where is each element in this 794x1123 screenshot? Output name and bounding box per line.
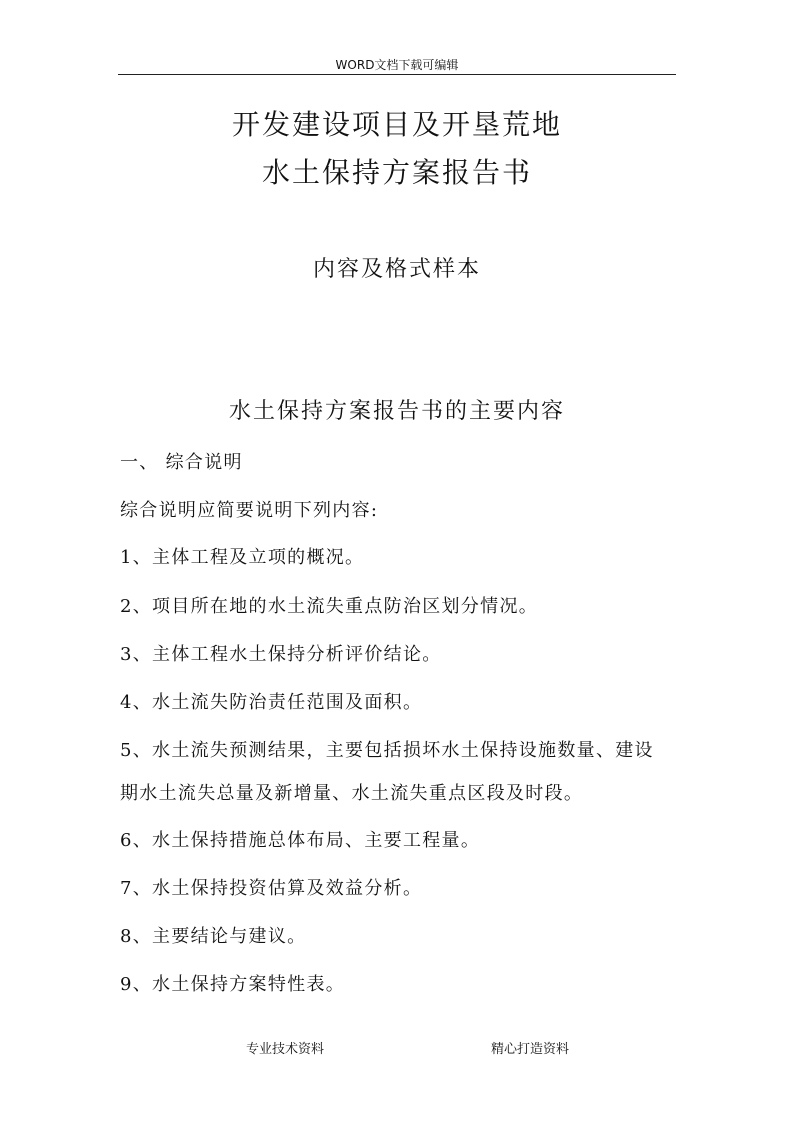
header-text: WORD文档下载可编辑 (335, 58, 459, 72)
list-item-5: 5、水土流失预测结果，主要包括损坏水土保持设施数量、建设 (120, 740, 654, 761)
document-subtitle: 内容及格式样本 (312, 257, 481, 282)
list-item-3: 3、主体工程水土保持分析评价结论。 (120, 644, 442, 665)
list-item-4: 4、水土流失防治责任范围及面积。 (120, 692, 423, 713)
intro-paragraph: 综合说明应简要说明下列内容: (120, 500, 379, 521)
list-item-8: 8、主要结论与建议。 (120, 926, 307, 947)
document-title-line-1: 开发建设项目及开垦荒地 (231, 108, 562, 141)
list-item-5-continuation: 期水土流失总量及新增量、水土流失重点区段及时段。 (120, 783, 584, 804)
section-heading: 水土保持方案报告书的主要内容 (228, 399, 565, 424)
header-divider (118, 74, 676, 75)
document-title-line-2: 水土保持方案报告书 (261, 156, 532, 189)
section-one-heading: 一、 综合说明 (120, 452, 243, 473)
list-item-7: 7、水土保持投资估算及效益分析。 (120, 878, 423, 899)
list-item-1: 1、主体工程及立项的概况。 (120, 547, 365, 568)
list-item-6: 6、水土保持措施总体布局、主要工程量。 (120, 830, 481, 851)
footer-left-text: 专业技术资料 (246, 1042, 325, 1057)
list-item-9: 9、水土保持方案特性表。 (120, 974, 346, 995)
footer-right-text: 精心打造资料 (491, 1042, 570, 1057)
list-item-2: 2、项目所在地的水土流失重点防治区划分情况。 (120, 596, 539, 617)
